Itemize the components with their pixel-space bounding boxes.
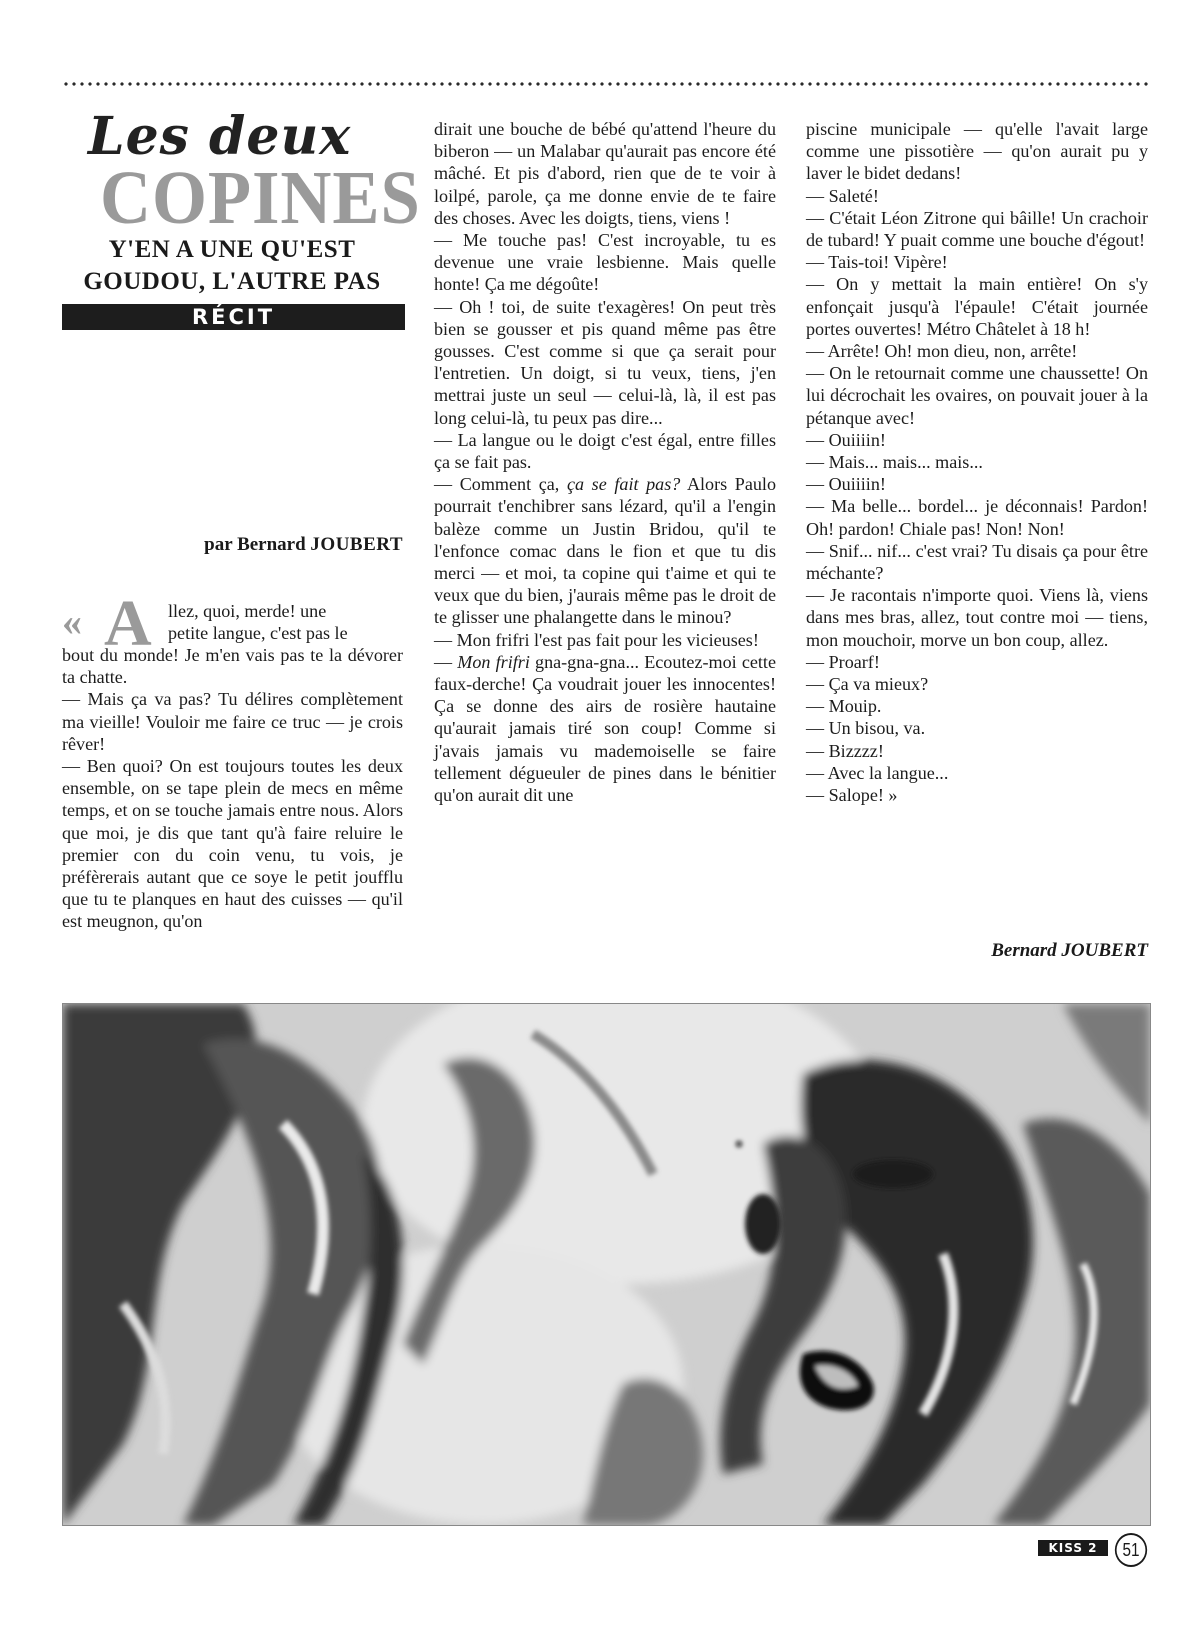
subtitle-line-1: Y'EN A UNE QU'EST <box>108 236 356 263</box>
paragraph: — Me touche pas! C'est incroyable, tu es devenue une vraie lesbienne. Mais quelle honte! Ça me dégoûte! <box>434 230 776 295</box>
paragraph: — Mon frifri gna-gna-gna... Ecoutez-moi cette faux-derche! Ça voudrait jouer les innocentes! Ça se donne des airs de rosière hautaine qu'aurait jamais tiré son coup! Comme si j'avais jamais vu mademoiselle se faire tellement dégueuler de pines dans le bénitier qu'on aurait dit une <box>434 651 776 806</box>
section-label: RÉCIT <box>62 304 405 330</box>
paragraph: — Mon frifri l'est pas fait pour les vicieuses! <box>434 629 759 650</box>
paragraph: — Comment ça, ça se fait pas? Alors Paulo pourrait t'enchibrer sans lézard, qu'il a l'engin balèze comme un Justin Bridou, qu'il te l'enfonce comac dans le fion et que tu dis merci — et moi, ta copine qui t'aime et qui te veux que du bien, j'aurais même pas le droit de te glisser une phalangette dans le minou? <box>434 474 776 628</box>
paragraph: — Ouiiiin! <box>806 474 886 495</box>
byline-prefix: par Bernard <box>204 534 306 555</box>
paragraph: — Proarf! <box>806 651 880 672</box>
dropcap-block <box>62 587 403 660</box>
paragraph: — Bizzzz! <box>806 740 884 761</box>
paragraph: — Saleté! <box>806 185 879 206</box>
article-column-2 <box>434 118 776 806</box>
paragraph: — Oh ! toi, de suite t'exagères! On peut très bien se gousser et pis quand même pas être gousses. C'est comme si que ça serait pour l'entretien. Un doigt, si tu veux, tiens, j'en mettrai juste un seul — celui-là, là, il est pas long celui-là, tu peux pas dire... <box>434 296 776 428</box>
paragraph: — Mouip. <box>806 696 882 717</box>
dropcap-text <box>168 600 403 644</box>
paragraph: — Ma belle... bordel... je déconnais! Pardon! Oh! pardon! Chiale pas! Non! Non! <box>806 496 1148 539</box>
subtitle-line-2: GOUDOU, L'AUTRE PAS <box>83 268 381 295</box>
article-column-3 <box>806 118 1148 806</box>
paragraph: dirait une bouche de bébé qu'attend l'heure du biberon — un Malabar qu'aurait pas encore été mâché. Et pis d'abord, rien que de te voir à loilpé, parole, ça me donne envie de te faire des choses. Avec les doigts, tiens, viens ! <box>434 119 776 228</box>
paragraph: — Je racontais n'importe quoi. Viens là, viens dans mes bras, allez, tout contre moi — tiens, mon mouchoir, morve un bon coup, allez. <box>806 585 1148 650</box>
subtitle <box>62 234 402 298</box>
paragraph: — Arrête! Oh! mon dieu, non, arrête! <box>806 341 1078 362</box>
paragraph: piscine municipale — qu'elle l'avait large comme une pissotière — qu'on aurait pu y laver le bidet dedans! <box>806 119 1148 184</box>
paragraph: — Ça va mieux? <box>806 674 929 695</box>
paragraph: bout du monde! Je m'en vais pas te la dévorer ta chatte. <box>62 645 403 688</box>
title-script: Les deux <box>88 106 352 167</box>
paragraph: — On y mettait la main entière! On s'y enfonçait jusqu'à l'épaule! C'était journée portes ouvertes! Métro Châtelet à 18 h! <box>806 274 1148 339</box>
paragraph: — Tais-toi! Vipère! <box>806 252 948 273</box>
byline <box>62 534 403 556</box>
paragraph: — On le retournait comme une chaussette! On lui décrochait les ovaires, on pouvait jouer à la pétanque avec! <box>806 363 1148 428</box>
byline-name: JOUBERT <box>310 534 403 555</box>
title-main: COPINES <box>100 156 421 240</box>
paragraph: — Ben quoi? On est toujours toutes les deux ensemble, on se tape plein de mecs en même temps, et on se touche jamais entre nous. Alors que moi, je dis que tant qu'à faire reluire le premier con du coin venu, tu vois, je préfèrerais autant que ce soye le petit joufflu que tu te planques en haut des cuisses — qu'il est meugnon, qu'on <box>62 756 403 932</box>
author-signature: Bernard JOUBERT <box>991 940 1148 961</box>
article-column-1 <box>62 587 403 933</box>
paragraph: — Mais... mais... mais... <box>806 452 983 473</box>
opening-guillemet: « <box>62 599 82 644</box>
paragraph: — Salope! » <box>806 785 898 806</box>
dropcap-text-line-1: llez, quoi, merde! une <box>168 601 327 621</box>
paragraph: — La langue ou le doigt c'est égal, entre filles ça se fait pas. <box>434 429 776 473</box>
two-faces-illustration <box>63 1004 1150 1525</box>
paragraph: — Un bisou, va. <box>806 718 926 739</box>
dotted-rule <box>62 82 1150 86</box>
paragraph: — C'était Léon Zitrone qui bâille! Un crachoir de tubard! Y puait comme une bouche d'égout! <box>806 207 1148 251</box>
dropcap-text-line-2: petite langue, c'est pas le <box>168 623 348 644</box>
dropcap-letter: A <box>104 587 152 660</box>
magazine-logo: KISS 2 <box>1038 1540 1108 1556</box>
paragraph: — Avec la langue... <box>806 762 949 783</box>
paragraph: — Snif... nif... c'est vrai? Tu disais ça pour être méchante? <box>806 540 1148 584</box>
illustration-photo <box>62 1003 1151 1526</box>
paragraph: — Ouiiiin! <box>806 429 886 450</box>
paragraph: — Mais ça va pas? Tu délires complètement ma vieille! Vouloir me faire ce truc — je crois rêver! <box>62 689 403 754</box>
page-number: 51 <box>1115 1533 1147 1567</box>
